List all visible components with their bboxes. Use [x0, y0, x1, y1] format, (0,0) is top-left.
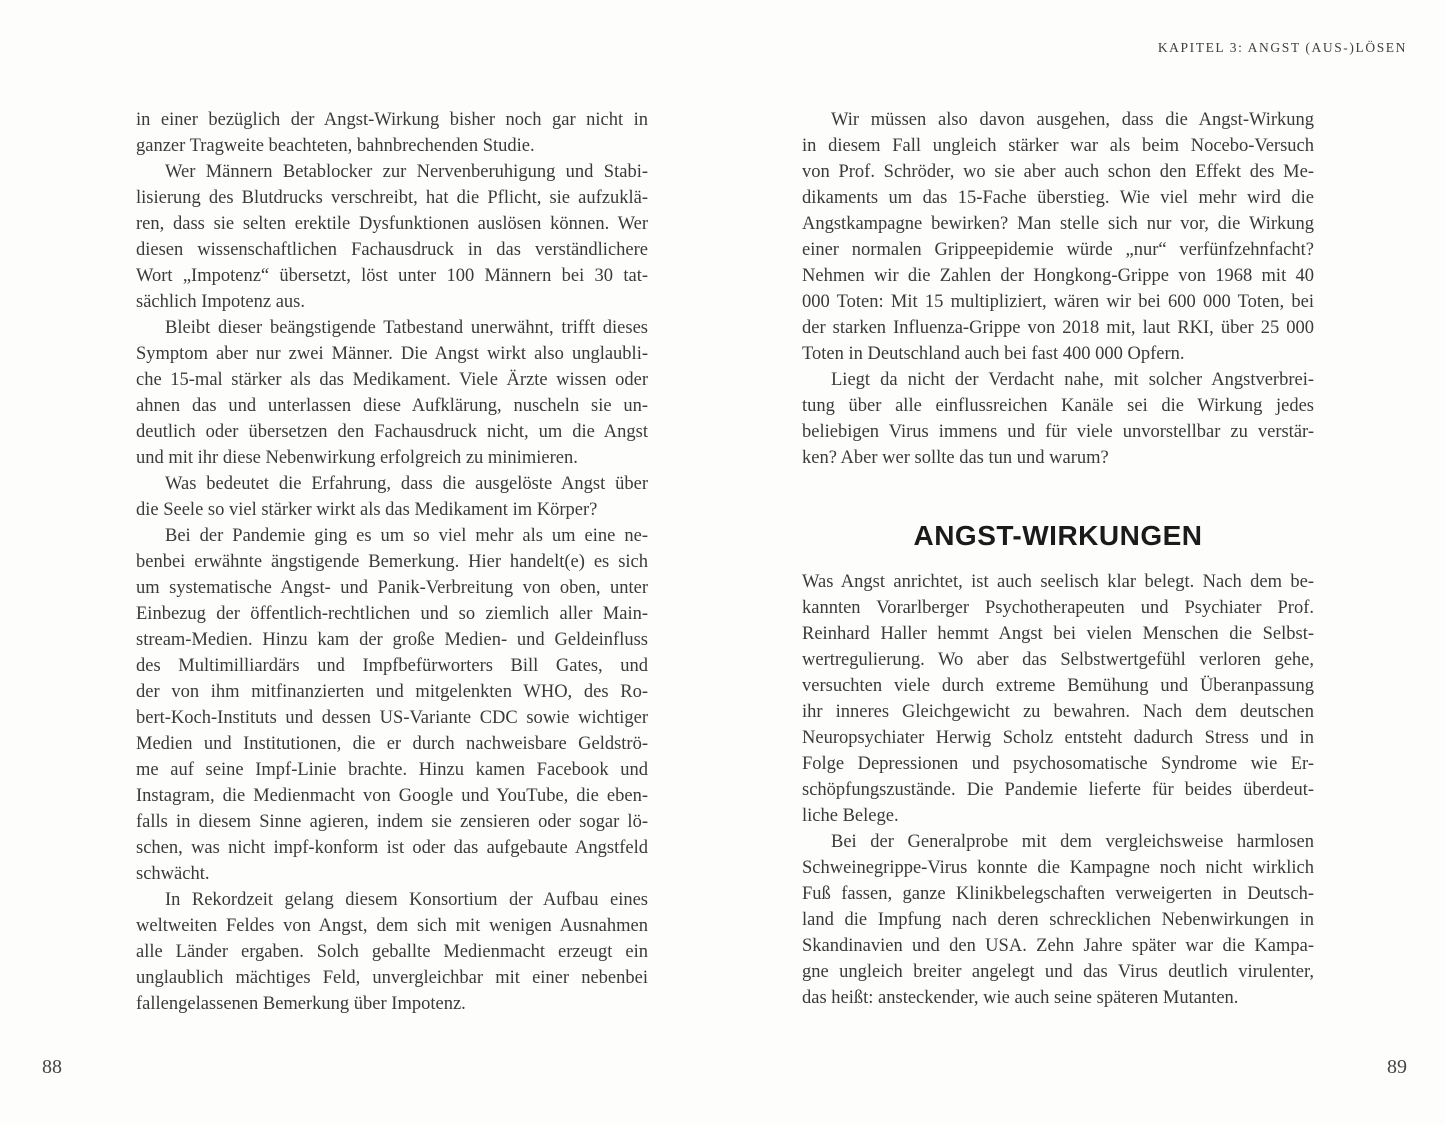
text-line: stream-Medien. Hinzu kam der große Medien- und Geldeinfluss — [136, 630, 648, 650]
text-line: Nehmen wir die Zahlen der Hongkong-Grippe von 1968 mit 40 — [802, 266, 1314, 286]
text-line: wertregulierung. Wo aber das Selbstwertgefühl verloren gehe, — [802, 650, 1314, 670]
paragraph — [802, 367, 1314, 471]
text-line: Einbezug der öffentlich-rechtlichen und so ziemlich aller Main- — [136, 604, 648, 624]
text-line: schöpfungszustände. Die Pandemie lieferte für beides überdeut- — [802, 780, 1314, 800]
running-head: KAPITEL 3: ANGST (AUS-)LÖSEN — [1157, 40, 1407, 55]
text-line: liche Belege. — [802, 806, 899, 826]
page-number-left: 88 — [42, 1056, 62, 1078]
text-line: benbei erwähnte ängstigende Bemerkung. Hier handelt(e) es sich — [136, 552, 648, 572]
text-line: das heißt: ansteckender, wie auch seine späteren Mutanten. — [802, 988, 1239, 1008]
text-line: ken? Aber wer sollte das tun und warum? — [802, 448, 1109, 468]
text-line: der starken Influenza-Grippe von 2018 mit, laut RKI, über 25 000 — [802, 318, 1314, 338]
paragraph — [802, 569, 1314, 829]
text-line: Medien und Institutionen, die er durch nachweisbare Geldströ- — [136, 734, 648, 754]
text-line: um systematische Angst- und Panik-Verbreitung von oben, unter — [136, 578, 648, 598]
text-line: Reinhard Haller hemmt Angst bei vielen Menschen die Selbst- — [802, 624, 1314, 644]
text-line: land die Impfung nach deren schrecklichen Nebenwirkungen in — [802, 910, 1314, 930]
text-line: Toten in Deutschland auch bei fast 400 000 Opfern. — [802, 344, 1185, 364]
text-line: ihr inneres Gleichgewicht zu bewahren. Nach dem deutschen — [802, 702, 1314, 722]
text-line: beliebigen Virus immens und für viele unvorstellbar zu verstär- — [802, 422, 1314, 442]
text-line: Bei der Pandemie ging es um so viel mehr als um eine ne- — [165, 526, 648, 546]
paragraph — [136, 471, 648, 523]
text-line: me auf seine Impf-Linie brachte. Hinzu kamen Facebook und — [136, 760, 648, 780]
text-line: bert-Koch-Instituts und dessen US-Variante CDC sowie wichtiger — [136, 708, 648, 728]
text-line: Bleibt dieser beängstigende Tatbestand unerwähnt, trifft dieses — [165, 318, 648, 338]
text-line: lisierung des Blutdrucks verschreibt, hat die Pflicht, sie aufzuklä- — [136, 188, 648, 208]
text-line: Wer Männern Betablocker zur Nervenberuhigung und Stabi- — [165, 162, 648, 182]
paragraph — [802, 107, 1314, 367]
text-line: schwächt. — [136, 864, 210, 884]
text-line: Fuß fassen, ganze Klinikbelegschaften verweigerten in Deutsch- — [802, 884, 1314, 904]
paragraph — [136, 159, 648, 315]
text-line: und mit ihr diese Nebenwirkung erfolgreich zu minimieren. — [136, 448, 578, 468]
paragraph — [136, 887, 648, 1017]
text-line: der von ihm mitfinanzierten und mitgelenkten WHO, des Ro- — [136, 682, 648, 702]
left-page-text-column — [136, 107, 648, 1017]
text-line: dikaments um das 15-Fache überstieg. Wie viel mehr wird die — [802, 188, 1314, 208]
text-line: Bei der Generalprobe mit dem vergleichsweise harmlosen — [831, 832, 1314, 852]
text-line: ren, dass sie selten erektile Dysfunktionen auslösen können. Wer — [136, 214, 648, 234]
text-line: 000 Toten: Mit 15 multipliziert, wären wir bei 600 000 Toten, bei — [802, 292, 1314, 312]
text-line: kannten Vorarlberger Psychotherapeuten und Psychiater Prof. — [802, 598, 1314, 618]
paragraph — [136, 315, 648, 471]
text-line: Folge Depressionen und psychosomatische Syndrome wie Er- — [802, 754, 1314, 774]
text-line: schen, was nicht impf-konform ist oder das aufgebaute Angstfeld — [136, 838, 648, 858]
text-line: deutlich oder übersetzen den Fachausdruck nicht, um die Angst — [136, 422, 648, 442]
text-line: che 15-mal stärker als das Medikament. Viele Ärzte wissen oder — [136, 370, 648, 390]
text-line: in diesem Fall ungleich stärker war als beim Nocebo-Versuch — [802, 136, 1314, 156]
text-line: ganzer Tragweite beachteten, bahnbrechenden Studie. — [136, 136, 535, 156]
text-line: sächlich Impotenz aus. — [136, 292, 306, 312]
text-line: die Seele so viel stärker wirkt als das Medikament im Körper? — [136, 500, 598, 520]
text-line: Was bedeutet die Erfahrung, dass die ausgelöste Angst über — [165, 474, 648, 494]
text-line: versuchten viele durch extreme Bemühung und Überanpassung — [802, 676, 1314, 696]
text-line: falls in diesem Sinne agieren, indem sie zensieren oder sogar lö- — [136, 812, 648, 832]
text-line: ahnen das und unterlassen diese Aufklärung, nuscheln sie un- — [136, 396, 648, 416]
text-line: Symptom aber nur zwei Männer. Die Angst wirkt also unglaubli- — [136, 344, 648, 364]
text-line: In Rekordzeit gelang diesem Konsortium der Aufbau eines — [165, 890, 648, 910]
text-line: Skandinavien und den USA. Zehn Jahre später war die Kampa- — [802, 936, 1314, 956]
paragraph — [136, 107, 648, 159]
text-line: Schweinegrippe-Virus konnte die Kampagne noch nicht wirklich — [802, 858, 1314, 878]
text-line: Instagram, die Medienmacht von Google und YouTube, die eben- — [136, 786, 648, 806]
page-number-right: 89 — [1387, 1056, 1407, 1078]
text-line: unglaublich mächtiges Feld, unvergleichbar mit einer nebenbei — [136, 968, 648, 988]
text-line: Neuropsychiater Herwig Scholz entsteht dadurch Stress und in — [802, 728, 1314, 748]
text-line: diesen wissenschaftlichen Fachausdruck in das verständlichere — [136, 240, 648, 260]
text-line: Wir müssen also davon ausgehen, dass die Angst-Wirkung — [831, 110, 1314, 130]
text-line: fallengelassenen Bemerkung über Impotenz. — [136, 994, 466, 1014]
text-line: Angstkampagne bewirken? Man stelle sich nur vor, die Wirkung — [802, 214, 1314, 234]
text-line: einer normalen Grippeepidemie würde „nur“ verfünfzehnfacht? — [802, 240, 1314, 260]
paragraph — [802, 829, 1314, 1011]
text-line: gne ungleich breiter angelegt und das Virus deutlich virulenter, — [802, 962, 1314, 982]
text-line: Liegt da nicht der Verdacht nahe, mit solcher Angstverbrei- — [831, 370, 1314, 390]
text-line: in einer bezüglich der Angst-Wirkung bisher noch gar nicht in — [136, 110, 648, 130]
section-heading: ANGST-WIRKUNGEN — [913, 520, 1203, 551]
text-line: alle Länder ergaben. Solch geballte Medienmacht erzeugt ein — [136, 942, 648, 962]
right-page-text-column — [802, 107, 1314, 1011]
text-line: von Prof. Schröder, wo sie aber auch schon den Effekt des Me- — [802, 162, 1314, 182]
text-line: Wort „Impotenz“ übersetzt, löst unter 100 Männern bei 30 tat- — [136, 266, 648, 286]
text-line: Was Angst anrichtet, ist auch seelisch klar belegt. Nach dem be- — [802, 572, 1314, 592]
text-line: weltweiten Feldes von Angst, dem sich mit wenigen Ausnahmen — [136, 916, 648, 936]
text-line: tung über alle einflussreichen Kanäle sei die Wirkung jedes — [802, 396, 1314, 416]
paragraph — [136, 523, 648, 887]
text-line: des Multimilliardärs und Impfbefürworters Bill Gates, und — [136, 656, 648, 676]
